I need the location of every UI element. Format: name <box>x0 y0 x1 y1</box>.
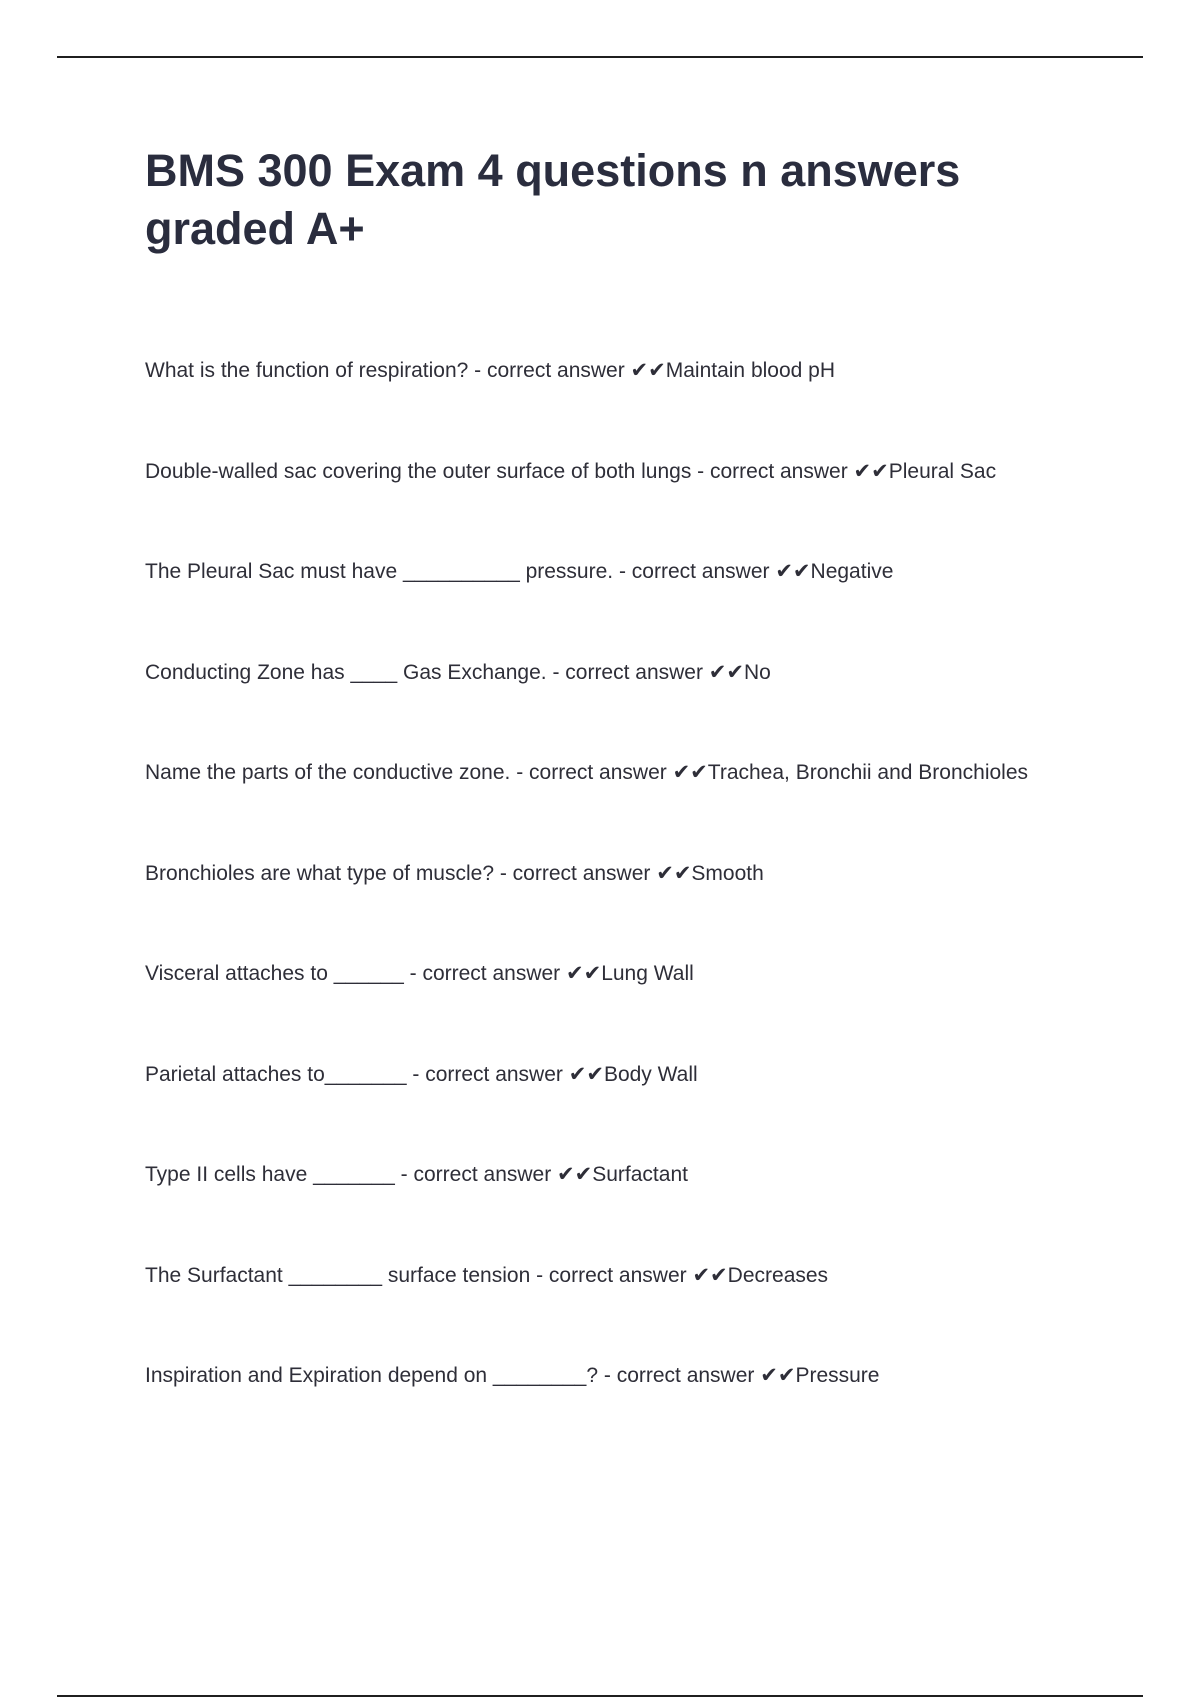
answer-text: Maintain blood pH <box>665 359 836 382</box>
qa-item <box>145 1361 1145 1462</box>
qa-item <box>145 557 1145 658</box>
page-title: BMS 300 Exam 4 questions n answers graded A+ <box>145 145 961 254</box>
answer-text: Decreases <box>727 1263 829 1287</box>
question-text: What is the function of respiration? - correct answer ✔✔ <box>145 359 666 382</box>
qa-item <box>145 859 1145 960</box>
question-text: Conducting Zone has ____ Gas Exchange. - correct answer ✔✔ <box>145 660 745 684</box>
answer-text: No <box>744 660 771 684</box>
question-text: Bronchioles are what type of muscle? - correct answer ✔✔ <box>145 861 692 885</box>
answer-text: Surfactant <box>592 1163 688 1186</box>
answer-text: Body Wall <box>603 1062 698 1086</box>
qa-item <box>145 1261 1145 1362</box>
qa-item <box>145 457 1145 558</box>
qa-list <box>145 356 1145 1462</box>
qa-item <box>145 1160 1145 1261</box>
question-text: Type II cells have _______ - correct answer ✔✔ <box>145 1163 593 1186</box>
qa-item <box>145 658 1145 759</box>
answer-text: Smooth <box>691 861 764 885</box>
question-text: Inspiration and Expiration depend on ________? - correct answer ✔✔ <box>145 1364 796 1387</box>
qa-item <box>145 1060 1145 1161</box>
question-text: The Pleural Sac must have __________ pressure. - correct answer ✔✔ <box>145 560 811 583</box>
qa-item <box>145 356 1145 457</box>
top-divider <box>57 56 1143 58</box>
answer-text: Trachea, Bronchii and Bronchioles <box>707 761 1029 784</box>
question-text: Name the parts of the conductive zone. - correct answer ✔✔ <box>145 761 708 784</box>
question-text: Parietal attaches to_______ - correct answer ✔✔ <box>145 1062 604 1086</box>
answer-text: Lung Wall <box>601 962 694 985</box>
question-text: Double-walled sac covering the outer surface of both lungs - correct answer ✔✔ <box>145 459 889 483</box>
qa-item <box>145 959 1145 1060</box>
answer-text: Pressure <box>795 1364 880 1387</box>
answer-text: Pleural Sac <box>888 459 997 483</box>
qa-item <box>145 758 1145 859</box>
question-text: The Surfactant ________ surface tension - correct answer ✔✔ <box>145 1263 728 1287</box>
bottom-divider <box>57 1695 1143 1697</box>
question-text: Visceral attaches to ______ - correct answer ✔✔ <box>145 962 602 985</box>
answer-text: Negative <box>810 560 894 583</box>
